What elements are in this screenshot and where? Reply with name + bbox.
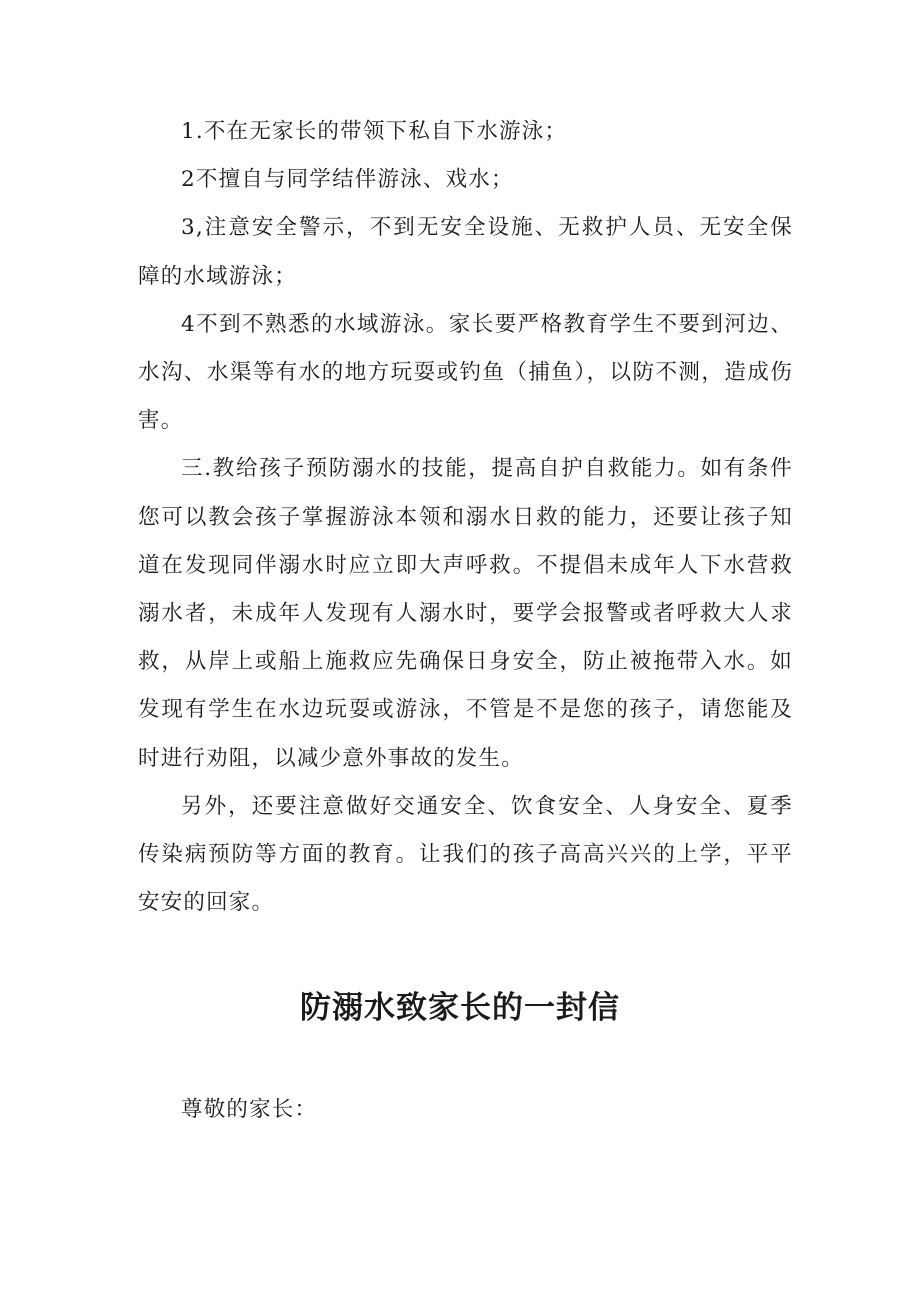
- document-body: [138, 108, 793, 927]
- letter-title: 防溺水致家长的一封信: [300, 990, 620, 1026]
- paragraph-section-three: 三.教给孩子预防溺水的技能，提高自护自救能力。如有条件您可以教会孩子掌握游泳本领和溺水日救的能力，还要让孩子知道在发现同伴溺水时应立即大声呼救。不提倡未成年人下水营救溺水者，未成年人发现有人溺水时，要学会报警或者呼救大人求救，从岸上或船上施救应先确保日身安全，防止被拖带入水。如发现有学生在水边玩耍或游泳，不管是不是您的孩子，请您能及时进行劝阻，以减少意外事故的发生。: [138, 456, 793, 771]
- paragraph-rule-2: 2不擅自与同学结伴游泳、戏水；: [181, 167, 514, 193]
- paragraph-rule-4: 4不到不熟悉的水域游泳。家长要严格教育学生不要到河边、水沟、水渠等有水的地方玩耍或钓鱼（捕鱼），以防不测，造成伤害。: [138, 311, 793, 434]
- paragraph-closing: 另外，还要注意做好交通安全、饮食安全、人身安全、夏季传染病预防等方面的教育。让我们的孩子高高兴兴的上学，平平安安的回家。: [138, 793, 793, 916]
- paragraph-rule-3: 3,注意安全警示，不到无安全设施、无救护人员、无安全保障的水域游泳；: [138, 215, 793, 289]
- salutation: 尊敬的家长：: [181, 1097, 318, 1122]
- paragraph-rule-1: 1.不在无家长的带领下私自下水游泳；: [181, 119, 568, 144]
